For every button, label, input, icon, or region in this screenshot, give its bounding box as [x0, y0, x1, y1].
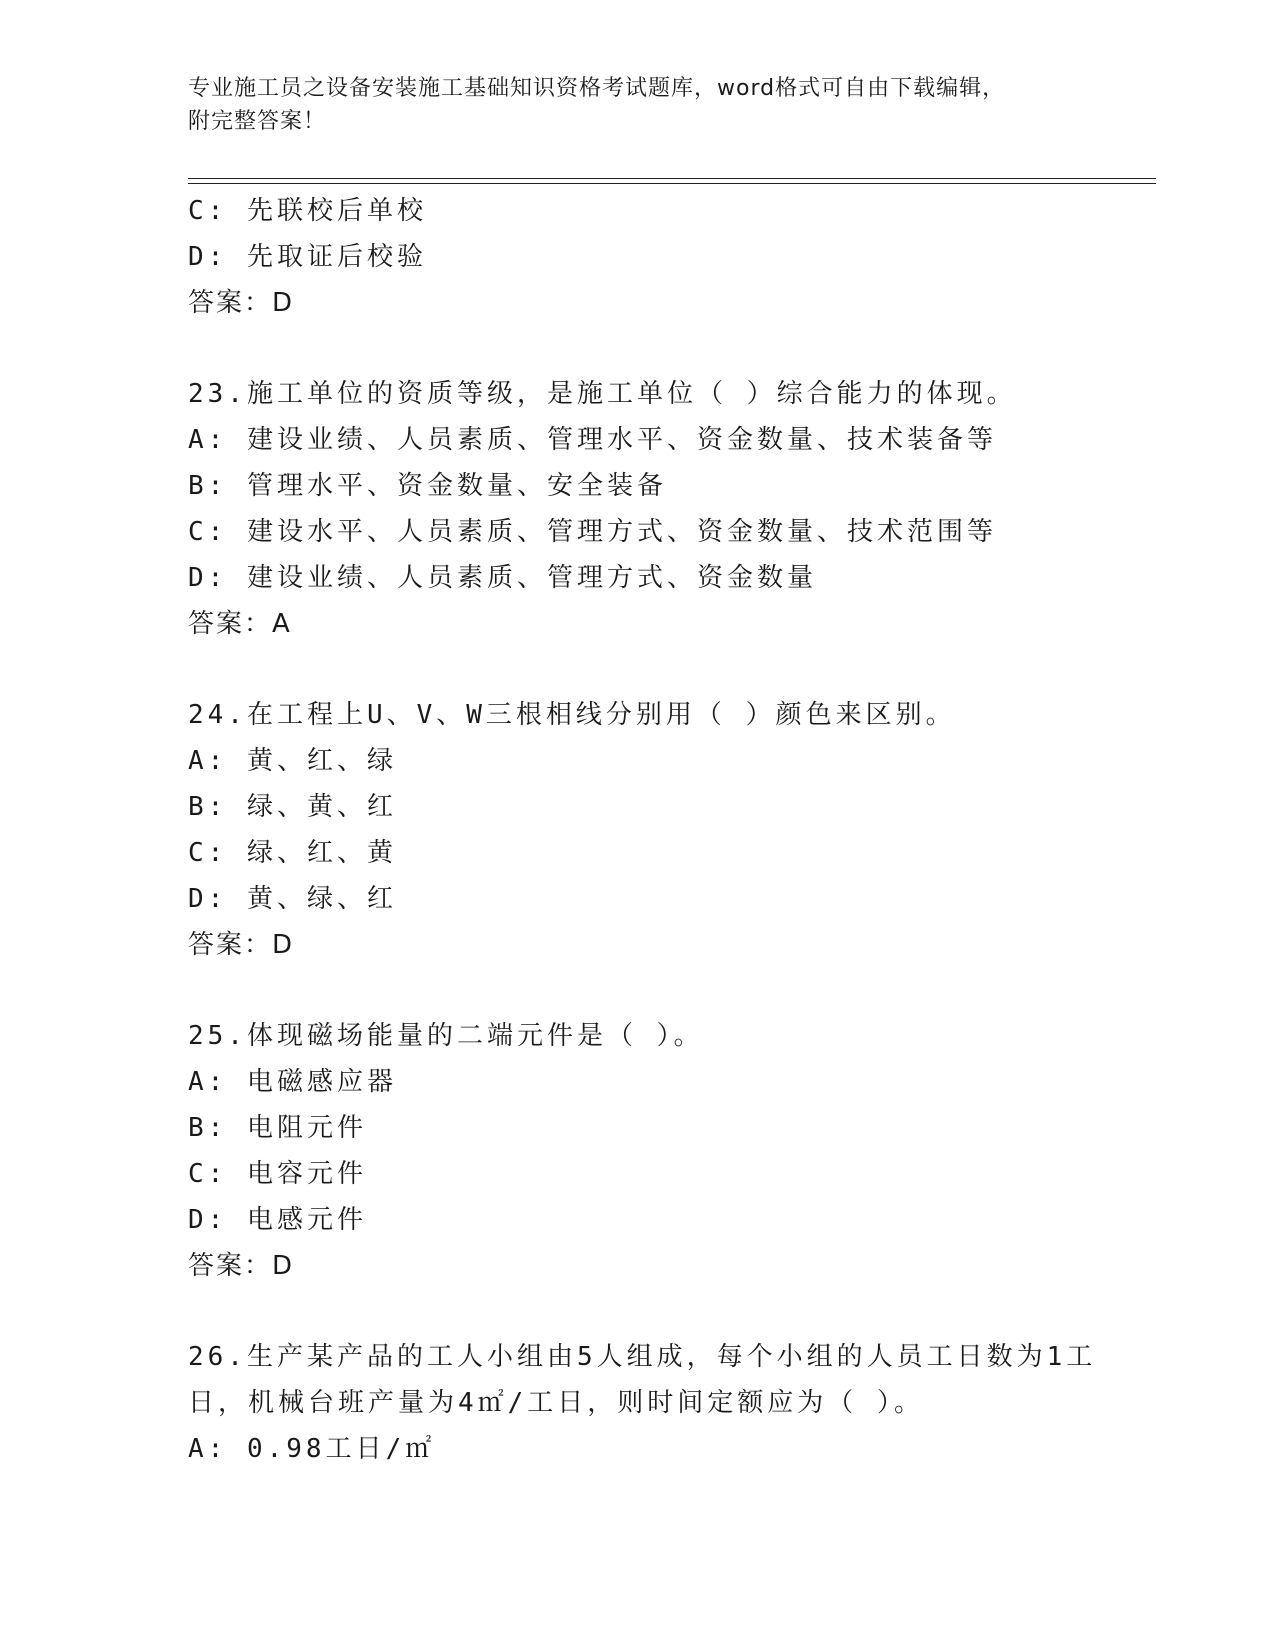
option-a: A: 电磁感应器	[188, 1067, 397, 1097]
answer: 答案：D	[188, 1251, 295, 1281]
carryover-question	[188, 188, 1148, 326]
header-rule-bottom	[188, 183, 1156, 184]
header-line-2: 附完整答案！	[188, 109, 327, 134]
option-c: C: 先联校后单校	[188, 196, 427, 226]
question-stem-line-1: 26.生产某产品的工人小组由5人组成，每个小组的人员工日数为1工	[188, 1342, 1097, 1372]
document-header	[188, 72, 1088, 138]
option-d: D: 电感元件	[188, 1205, 367, 1235]
answer: 答案：A	[188, 609, 292, 639]
option-b: B: 电阻元件	[188, 1113, 367, 1143]
spacer	[188, 968, 1148, 1013]
header-rule-top	[188, 178, 1156, 179]
spacer	[188, 647, 1148, 692]
option-a: A: 建设业绩、人员素质、管理水平、资金数量、技术装备等	[188, 425, 997, 455]
option-a: A: 黄、红、绿	[188, 746, 397, 776]
spacer	[188, 1289, 1148, 1334]
option-c: C: 电容元件	[188, 1159, 367, 1189]
option-b: B: 绿、黄、红	[188, 792, 397, 822]
option-b: B: 管理水平、资金数量、安全装备	[188, 471, 667, 501]
option-d: D: 先取证后校验	[188, 242, 427, 272]
option-c: C: 绿、红、黄	[188, 838, 397, 868]
option-c: C: 建设水平、人员素质、管理方式、资金数量、技术范围等	[188, 517, 997, 547]
option-d: D: 建设业绩、人员素质、管理方式、资金数量	[188, 563, 817, 593]
answer: 答案：D	[188, 930, 295, 960]
question-stem: 24.在工程上U、V、W三根相线分别用（ ）颜色来区别。	[188, 700, 956, 730]
question-26	[188, 1334, 1148, 1472]
question-stem: 25.体现磁场能量的二端元件是（ ）。	[188, 1021, 704, 1051]
spacer	[188, 326, 1148, 371]
question-content	[188, 188, 1148, 1472]
answer: 答案：D	[188, 288, 295, 318]
question-24	[188, 692, 1148, 968]
question-25	[188, 1013, 1148, 1289]
question-23	[188, 371, 1148, 647]
question-stem-line-2: 日，机械台班产量为4㎡/工日，则时间定额应为（ ）。	[188, 1388, 924, 1418]
option-d: D: 黄、绿、红	[188, 884, 397, 914]
option-a: A: 0.98工日/㎡	[188, 1434, 436, 1464]
header-line-1: 专业施工员之设备安装施工基础知识资格考试题库，word格式可自由下载编辑，	[188, 76, 1006, 101]
question-stem: 23.施工单位的资质等级，是施工单位（ ）综合能力的体现。	[188, 379, 1017, 409]
